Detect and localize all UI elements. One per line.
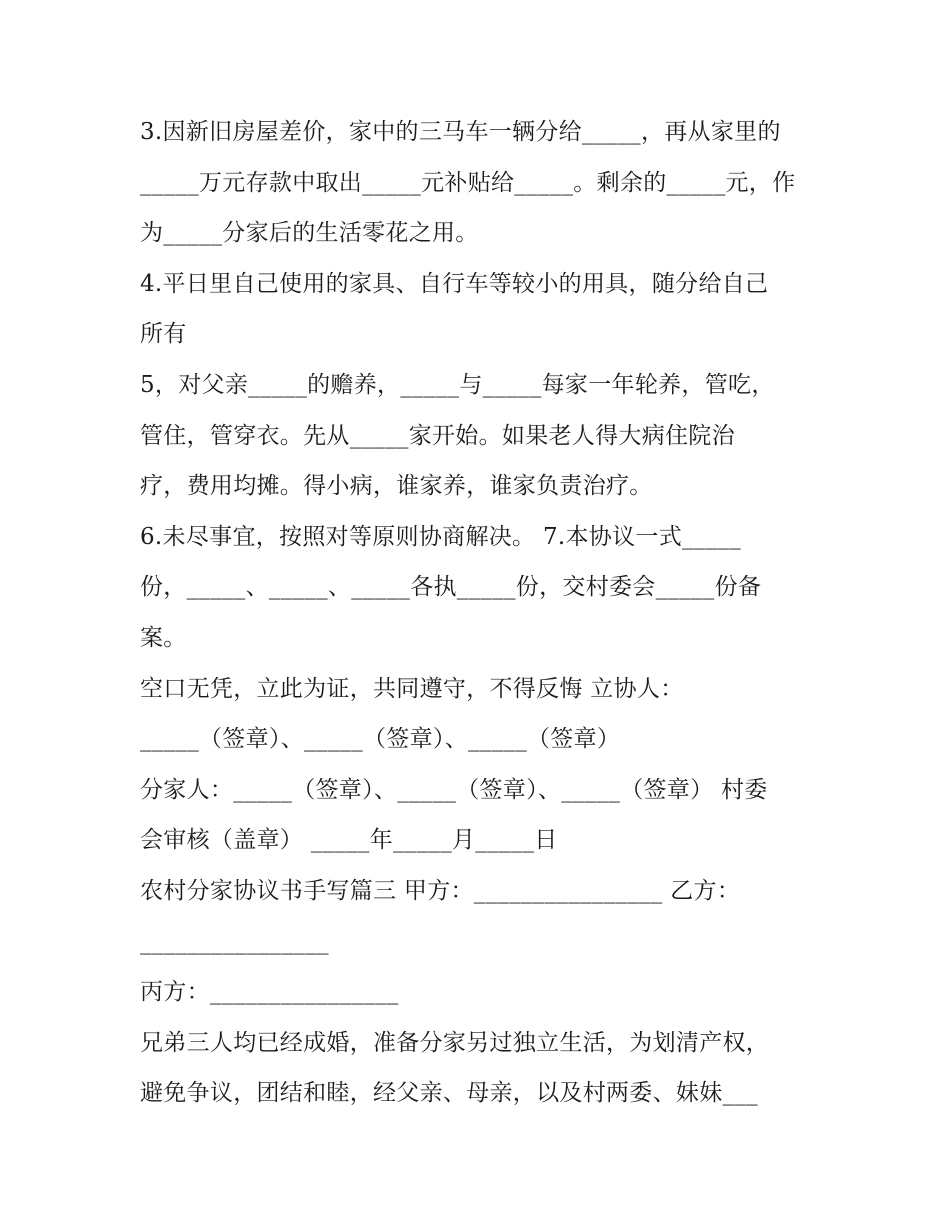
text-line: 空口无凭，立此为证，共同遵守，不得反悔 立协人： [140,675,684,702]
text-line: 兄弟三人均已经成婚，准备分家另过独立生活，为划清产权， [140,1029,770,1056]
text-line: 案。 [140,624,187,651]
text-line: _____万元存款中取出_____元补贴给_____。剩余的_____元，作 [140,169,796,196]
text-line: 农村分家协议书手写篇三 甲方：________________ 乙方： [140,877,741,904]
text-line: ________________ [140,928,329,955]
text-line: 为_____分家后的生活零花之用。 [140,220,479,247]
text-line: 份，_____、_____、_____各执_____份，交村委会_____份备 [140,574,762,601]
text-line: 所有 [140,321,187,348]
text-line: _____（签章）、_____（签章）、_____（签章） [140,726,621,753]
text-line: 管住，管穿衣。先从_____家开始。如果老人得大病住院治 [140,422,735,449]
agreement-text [140,107,820,1119]
text-line: 疗，费用均摊。得小病，谁家养，谁家负责治疗。 [140,473,653,500]
text-line: 5，对父亲_____的赡养，_____与_____每家一年轮养，管吃， [140,371,775,398]
text-line: 4.平日里自己使用的家具、自行车等较小的用具，随分给自己 [140,270,769,297]
text-line: 避免争议，团结和睦，经父亲、母亲，以及村两委、妹妹___ [140,1080,758,1107]
text-line: 3.因新旧房屋差价，家中的三马车一辆分给_____，再从家里的 [140,119,781,145]
text-line: 6.未尽事宜，按照对等原则协商解决。 7.本协议一式_____ [140,523,741,550]
text-line: 会审核（盖章） _____年_____月_____日 [140,827,558,854]
text-line: 分家人：_____（签章）、_____（签章）、_____（签章） 村委 [140,776,768,803]
text-line: 丙方：________________ [140,979,399,1006]
